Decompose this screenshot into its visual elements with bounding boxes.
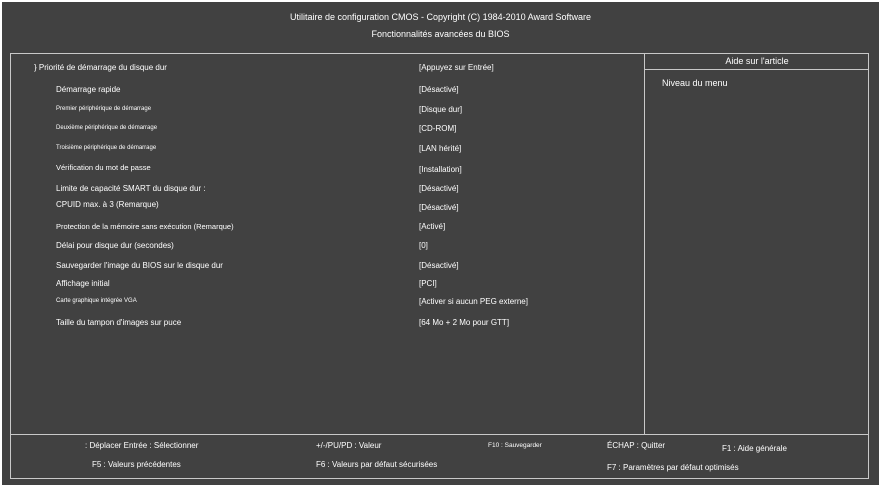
setting-value[interactable]: [Activé]	[419, 222, 446, 231]
bios-header	[2, 2, 879, 48]
setting-value[interactable]: [Désactivé]	[419, 184, 459, 193]
setting-value[interactable]: [Installation]	[419, 165, 462, 174]
key-change-value: +/-/PU/PD : Valeur	[316, 441, 382, 450]
key-general-help: F1 : Aide générale	[722, 444, 787, 453]
setting-label: Affichage initial	[56, 279, 110, 288]
setting-value[interactable]: [Désactivé]	[419, 203, 459, 212]
setting-value[interactable]: [CD-ROM]	[419, 124, 457, 133]
setting-label: Taille du tampon d'images sur puce	[56, 318, 182, 327]
setting-value[interactable]: [Activer si aucun PEG externe]	[419, 297, 528, 306]
setting-value[interactable]: [Désactivé]	[419, 85, 459, 94]
setting-value[interactable]: [Appuyez sur Entrée]	[419, 63, 494, 72]
key-optimized-defaults: F7 : Paramètres par défaut optimisés	[607, 463, 739, 472]
setting-value[interactable]: [PCI]	[419, 279, 437, 288]
setting-label: Sauvegarder l'image du BIOS sur le disque dur	[56, 261, 223, 270]
item-help-title: Aide sur l'article	[645, 54, 869, 70]
setting-label: Carte graphique intégrée VGA	[56, 298, 137, 304]
settings-list	[11, 54, 644, 434]
setting-value[interactable]: [LAN hérité]	[419, 144, 462, 153]
key-move-select: : Déplacer Entrée : Sélectionner	[85, 441, 199, 450]
setting-label: Limite de capacité SMART du disque dur :	[56, 184, 206, 193]
setting-label: Démarrage rapide	[56, 85, 121, 94]
copyright-title: Utilitaire de configuration CMOS - Copyright (C) 1984-2010 Award Software	[290, 12, 591, 22]
setting-label: Protection de la mémoire sans exécution (Remarque)	[56, 222, 234, 231]
setting-label: Premier périphérique de démarrage	[56, 106, 152, 112]
bios-frame	[10, 53, 869, 479]
key-legend	[11, 434, 868, 479]
key-quit: ÉCHAP : Quitter	[607, 441, 666, 450]
menu-level: Niveau du menu	[662, 78, 728, 88]
setting-value[interactable]: [0]	[419, 241, 428, 250]
setting-label: Deuxième périphérique de démarrage	[56, 125, 158, 131]
key-previous-values: F5 : Valeurs précédentes	[92, 460, 181, 469]
setting-label: CPUID max. à 3 (Remarque)	[56, 200, 159, 209]
setting-value[interactable]: [Disque dur]	[419, 105, 463, 114]
setting-value[interactable]: [Désactivé]	[419, 261, 459, 270]
setting-label: Délai pour disque dur (secondes)	[56, 241, 174, 250]
item-help-panel	[644, 54, 869, 434]
setting-label: } Priorité de démarrage du disque dur	[34, 63, 167, 72]
key-save: F10 : Sauvegarder	[488, 442, 542, 449]
setting-value[interactable]: [64 Mo + 2 Mo pour GTT]	[419, 318, 510, 327]
page-title: Fonctionnalités avancées du BIOS	[371, 29, 510, 39]
bios-screen	[2, 2, 879, 485]
setting-label: Troisième périphérique de démarrage	[56, 145, 157, 151]
setting-label: Vérification du mot de passe	[56, 163, 151, 172]
key-fail-safe: F6 : Valeurs par défaut sécurisées	[316, 460, 438, 469]
